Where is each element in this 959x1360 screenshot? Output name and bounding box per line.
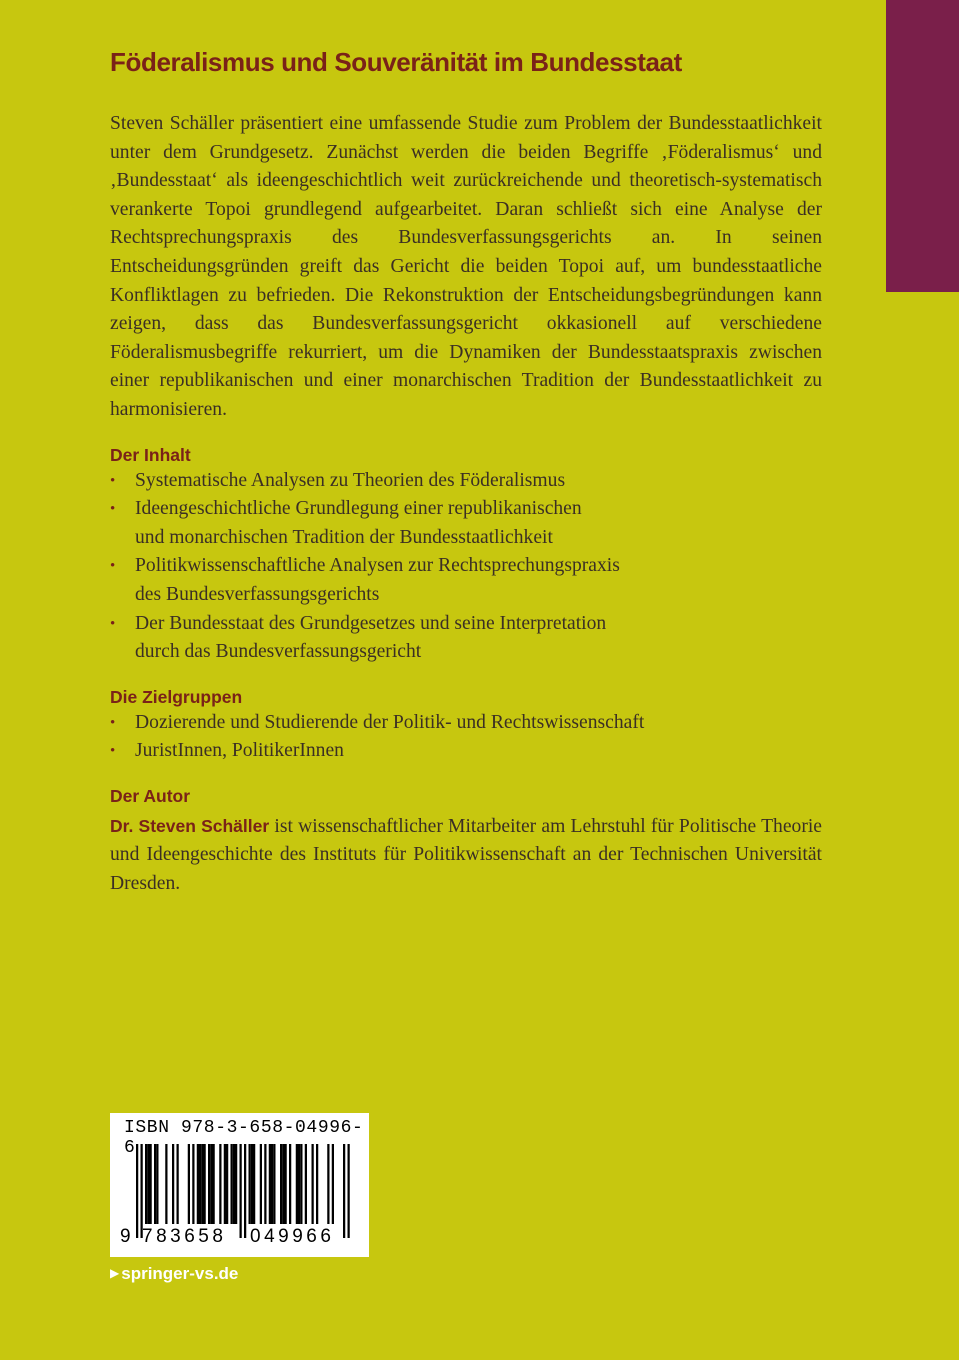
list-item [110, 610, 822, 667]
barcode-bar [226, 1144, 228, 1224]
barcode-bar [280, 1144, 282, 1224]
list-item [110, 467, 822, 496]
barcode-bar [192, 1144, 194, 1224]
bullet-icon: • [110, 472, 116, 489]
barcode-bar [298, 1144, 300, 1224]
section-inhalt [110, 443, 822, 667]
barcode-bar [208, 1144, 210, 1224]
barcode-bar [285, 1144, 287, 1224]
bullet-icon: • [110, 615, 116, 632]
barcode-guard-bar [240, 1144, 242, 1238]
barcode-guard-bar [343, 1144, 345, 1238]
bullet-icon: • [110, 743, 116, 760]
barcode-bar [332, 1144, 334, 1224]
author-bio-text: ist wissenschaftlicher Mitarbeiter am Lehrstuhl für Politische Theorie und Ideengeschichte des Instituts für Politikwissenschaft an der Technischen Universität Dresden. [110, 815, 822, 895]
list-item-line: Politikwissenschaftliche Analysen zur Rechtsprechungspraxis [135, 555, 620, 577]
zielgruppen-list [110, 709, 822, 766]
barcode-guard-bar [244, 1144, 246, 1238]
ean-digits-left: 783658 [142, 1226, 227, 1247]
arrow-right-icon: ▶ [110, 1266, 120, 1280]
section-zielgruppen [110, 685, 822, 766]
barcode-bar [316, 1144, 318, 1224]
barcode-bar [172, 1144, 174, 1224]
list-item-line: Dozierende und Studierende der Politik- und Rechtswissenschaft [135, 711, 645, 733]
author-name: Dr. Steven Schäller [110, 815, 270, 836]
back-cover-content [110, 44, 822, 899]
ean-digits-right: 049966 [250, 1226, 335, 1247]
list-item-line: Der Bundesstaat des Grundgesetzes und seine Interpretation [135, 612, 607, 634]
barcode-bar [177, 1144, 179, 1224]
barcode-bar [201, 1144, 203, 1224]
barcode-bar [260, 1144, 262, 1224]
barcode-bar [289, 1144, 291, 1224]
barcode-bar [296, 1144, 298, 1224]
bullet-icon: • [110, 558, 116, 575]
barcode-bar [213, 1144, 215, 1224]
barcode-bar [249, 1144, 251, 1224]
barcode-bar [154, 1144, 156, 1224]
barcode-guard-bar [136, 1144, 138, 1238]
barcode-bar [253, 1144, 255, 1224]
barcode-bar [282, 1144, 284, 1224]
barcode-bar [233, 1144, 235, 1224]
barcode-bar [305, 1144, 307, 1224]
list-item-line: Systematische Analysen zu Theorien des Föderalismus [135, 469, 566, 491]
barcode-bar [210, 1144, 212, 1224]
barcode-bar [219, 1144, 221, 1224]
barcode-bar [312, 1144, 314, 1224]
section-heading-zielgruppen: Die Zielgruppen [110, 686, 243, 707]
author-bio [110, 812, 822, 899]
intro-paragraph: Steven Schäller präsentiert eine umfassende Studie zum Problem der Bundesstaatlichkeit unter dem Grundgesetz. Zunächst werden die beiden Begriffe ‚Föderalismus‘ und ‚Bundesstaat‘ als ideengeschichtlich weit zurückreichende und theoretisch-systematisch verankerte Topoi grundlegend aufgearbeitet. Daran schließt sich eine Analyse der Rechtsprechungspraxis des Bundesverfassungsgerichts an. In seinen Entscheidungsgründen greift das Gericht die beiden Topoi auf, um bundesstaatliche Konfliktlagen zu befrieden. Die Rekonstruktion der Entscheidungsbegründungen kann zeigen, dass das Bundesverfassungsgericht okkasionell auf verschiedene Föderalismusbegriffe rekurriert, um die Dynamiken der Bundesstaatspraxis zwischen einer republikanischen und einer monarchischen Tradition der Bundesstaatlichkeit zu harmonisieren. [110, 113, 822, 420]
list-item-line: des Bundesverfassungsgerichts [135, 583, 380, 605]
barcode-bar [264, 1144, 266, 1224]
publisher-url: springer-vs.de [121, 1264, 239, 1283]
barcode-bar [145, 1144, 147, 1224]
isbn-barcode [110, 1113, 369, 1257]
barcode-bar [300, 1144, 302, 1224]
bullet-icon: • [110, 501, 116, 518]
barcode-bar [327, 1144, 329, 1224]
list-item [110, 709, 822, 738]
barcode-bar [147, 1144, 149, 1224]
section-heading-inhalt: Der Inhalt [110, 444, 191, 465]
list-item-line: JuristInnen, PolitikerInnen [135, 740, 344, 762]
barcode-guard-bar [141, 1144, 143, 1238]
barcode-bar [188, 1144, 190, 1224]
ean-digit-first: 9 [120, 1226, 131, 1247]
barcode-bar [271, 1144, 273, 1224]
list-item [110, 552, 822, 609]
inhalt-list [110, 467, 822, 667]
barcode-bar [197, 1144, 199, 1224]
list-item [110, 737, 822, 766]
publisher-link[interactable] [110, 1264, 238, 1284]
list-item-line: Ideengeschichtliche Grundlegung einer republikanischen [135, 498, 582, 520]
list-item-line: und monarchischen Tradition der Bundesstaatlichkeit [135, 526, 553, 548]
bullet-icon: • [110, 714, 116, 731]
barcode-bar [204, 1144, 206, 1224]
barcode-bars [136, 1144, 350, 1238]
barcode-bar [224, 1144, 226, 1224]
barcode-bar [235, 1144, 237, 1224]
isbn-label: ISBN 978-3-658-04996-6 [124, 1118, 364, 1158]
barcode-bar [165, 1144, 167, 1224]
section-heading-autor: Der Autor [110, 785, 191, 806]
book-title: Föderalismus und Souveränität im Bundesstaat [110, 47, 682, 77]
barcode-bar [156, 1144, 158, 1224]
barcode-bar [273, 1144, 275, 1224]
section-autor [110, 784, 822, 899]
list-item-line: durch das Bundesverfassungsgericht [135, 641, 422, 663]
side-color-tab [886, 0, 959, 292]
barcode-bar [251, 1144, 253, 1224]
barcode-guard-bar [348, 1144, 350, 1238]
barcode-bar [269, 1144, 271, 1224]
barcode-bar [150, 1144, 152, 1224]
barcode-bar [231, 1144, 233, 1224]
barcode-bar [199, 1144, 201, 1224]
list-item [110, 495, 822, 552]
